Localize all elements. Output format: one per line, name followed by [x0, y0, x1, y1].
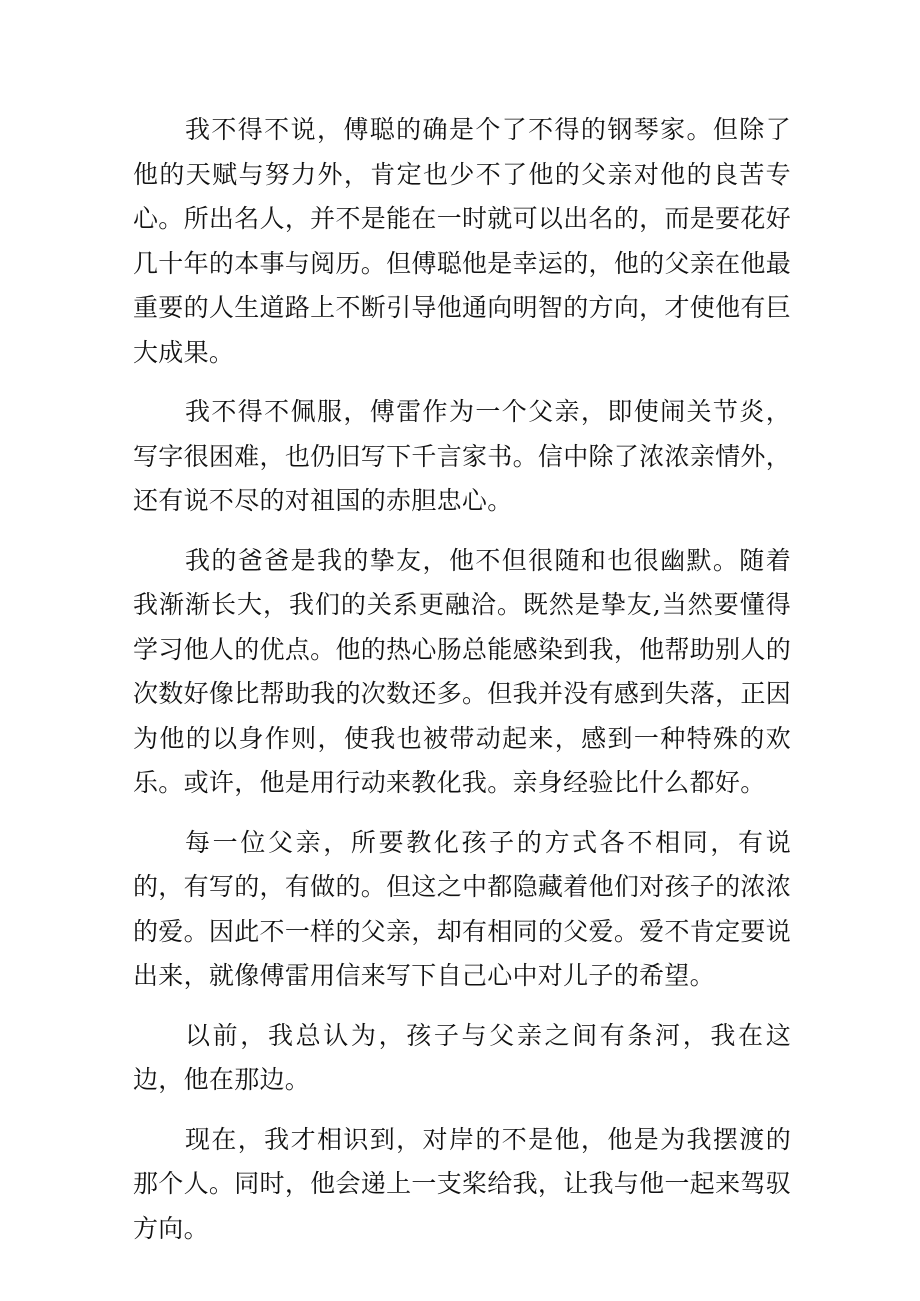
document-body [133, 108, 791, 1266]
paragraph-3: 我的爸爸是我的挚友，他不但很随和也很幽默。随着我渐渐长大，我们的关系更融洽。既然是挚友,当然要懂得学习他人的优点。他的热心肠总能感染到我，他帮助别人的次数好像比帮助我的次数还多。但我并没有感到失落，正因为他的以身作则，使我也被带动起来，感到一种特殊的欢乐。或许，他是用行动来教化我。亲身经验比什么都好。 [133, 545, 791, 797]
paragraph-2: 我不得不佩服，傅雷作为一个父亲，即使闹关节炎，写字很困难，也仍旧写下千言家书。信中除了浓浓亲情外，还有说不尽的对祖国的赤胆忠心。 [133, 397, 791, 515]
paragraph-5: 以前，我总认为，孩子与父亲之间有条河，我在这边，他在那边。 [133, 1020, 791, 1094]
paragraph-4: 每一位父亲，所要教化孩子的方式各不相同，有说的，有写的，有做的。但这之中都隐藏着他们对孩子的浓浓的爱。因此不一样的父亲，却有相同的父爱。爱不肯定要说出来，就像傅雷用信来写下自己心中对儿子的希望。 [133, 827, 791, 990]
paragraph-6: 现在，我才相识到，对岸的不是他，他是为我摆渡的那个人。同时，他会递上一支桨给我，让我与他一起来驾驭方向。 [133, 1124, 791, 1243]
paragraph-1: 我不得不说，傅聪的确是个了不得的钢琴家。但除了他的天赋与努力外，肯定也少不了他的父亲对他的良苦专心。所出名人，并不是能在一时就可以出名的，而是要花好几十年的本事与阅历。但傅聪他是幸运的，他的父亲在他最重要的人生道路上不断引导他通向明智的方向，才使他有巨大成果。 [133, 115, 791, 367]
